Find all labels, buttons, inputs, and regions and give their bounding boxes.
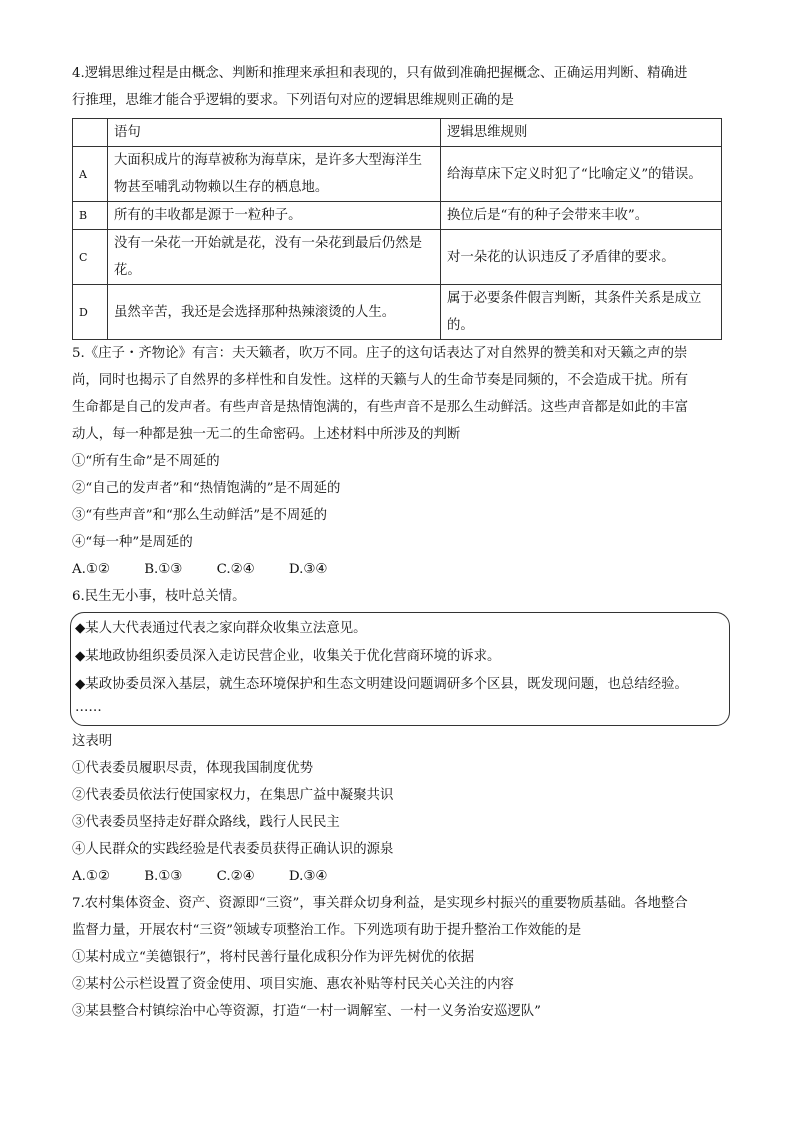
- q4-row-rule: 对一朵花的认识违反了矛盾律的要求。: [441, 230, 722, 285]
- question-7: [72, 890, 722, 1025]
- q4-header-statement: 语句: [108, 119, 441, 147]
- exam-page: [72, 60, 722, 1025]
- q5-choice-a: A.①②: [72, 562, 110, 577]
- q4-row-letter: D: [73, 285, 108, 340]
- q5-stem-line: 尚，同时也揭示了自然界的多样性和自发性。这样的天籁与人的生命节奏是同频的，不会造成干扰。所有: [72, 373, 688, 388]
- q6-box-item: ◆某地政协组织委员深入走访民营企业，收集关于优化营商环境的诉求。: [75, 649, 501, 664]
- q6-choice-a: A.①②: [72, 869, 110, 884]
- q6-material-box: [70, 612, 730, 726]
- q4-row-statement: 大面积成片的海草被称为海草床，是许多大型海洋生物甚至哺乳动物赖以生存的栖息地。: [108, 147, 441, 202]
- q4-stem-line: 4.逻辑思维过程是由概念、判断和推理来承担和表现的，只有做到准确把握概念、正确运用判断、精确进: [72, 66, 688, 81]
- q4-row-statement: 所有的丰收都是源于一粒种子。: [108, 202, 441, 230]
- question-5: [72, 340, 722, 583]
- table-row: [73, 147, 722, 202]
- q4-stem-line: 行推理，思维才能合乎逻辑的要求。下列语句对应的逻辑思维规则正确的是: [72, 93, 514, 108]
- q6-choice-d: D.③④: [288, 869, 328, 884]
- q6-box-ellipsis: ……: [75, 700, 102, 715]
- q5-stem-line: 生命都是自己的发声者。有些声音是热情饱满的，有些声音不是那么生动鲜活。这些声音都是如此的丰富: [72, 400, 688, 415]
- q7-stem-line: 监督力量，开展农村“三资”领域专项整治工作。下列选项有助于提升整治工作效能的是: [72, 923, 582, 938]
- q5-option: ④“每一种”是周延的: [72, 535, 193, 550]
- q6-option: ③代表委员坚持走好群众路线，践行人民民主: [72, 815, 340, 830]
- q6-choice-c: C.②④: [216, 869, 255, 884]
- table-row: [73, 202, 722, 230]
- question-6: [72, 583, 722, 890]
- question-4: [72, 60, 722, 340]
- q5-choice-b: B.①③: [144, 562, 183, 577]
- q4-row-letter: A: [73, 147, 108, 202]
- q4-row-rule: 给海草床下定义时犯了“比喻定义”的错误。: [441, 147, 722, 202]
- table-row: [73, 285, 722, 340]
- q7-stem-line: 7.农村集体资金、资产、资源即“三资”，事关群众切身利益，是实现乡村振兴的重要物质基础。各地整合: [72, 896, 688, 911]
- q5-option: ②“自己的发声者”和“热情饱满的”是不周延的: [72, 481, 341, 496]
- q6-lead: 这表明: [72, 734, 113, 749]
- q4-table-header-row: [73, 119, 722, 147]
- q7-option: ②某村公示栏设置了资金使用、项目实施、惠农补贴等村民关心关注的内容: [72, 977, 514, 992]
- q4-row-letter: C: [73, 230, 108, 285]
- q5-choice-d: D.③④: [288, 562, 328, 577]
- q6-choices: [72, 863, 722, 890]
- q6-stem: 6.民生无小事，枝叶总关情。: [72, 589, 246, 604]
- q4-table: [72, 118, 722, 340]
- q5-option: ③“有些声音”和“那么生动鲜活”是不周延的: [72, 508, 328, 523]
- q4-row-rule: 属于必要条件假言判断，其条件关系是成立的。: [441, 285, 722, 340]
- table-row: [73, 230, 722, 285]
- q4-row-statement: 没有一朵花一开始就是花，没有一朵花到最后仍然是花。: [108, 230, 441, 285]
- q5-stem-line: 动人，每一种都是独一无二的生命密码。上述材料中所涉及的判断: [72, 427, 461, 442]
- q4-row-rule: 换位后是“有的种子会带来丰收”。: [441, 202, 722, 230]
- q6-box-item: ◆某人大代表通过代表之家向群众收集立法意见。: [75, 621, 367, 636]
- q6-option: ④人民群众的实践经验是代表委员获得正确认识的源泉: [72, 842, 394, 857]
- q5-option: ①“所有生命”是不周延的: [72, 454, 220, 469]
- q5-choice-c: C.②④: [216, 562, 255, 577]
- q5-stem-line: 5.《庄子・齐物论》有言：夫天籁者，吹万不同。庄子的这句话表达了对自然界的赞美和对天籁之声的崇: [72, 346, 688, 361]
- q6-box-item: ◆某政协委员深入基层，就生态环境保护和生态文明建设问题调研多个区县，既发现问题，也总结经验。: [75, 677, 688, 692]
- q5-choices: [72, 556, 722, 583]
- q7-option: ①某村成立“美德银行”，将村民善行量化成积分作为评先树优的依据: [72, 950, 475, 965]
- q7-option: ③某县整合村镇综治中心等资源，打造“一村一调解室、一村一义务治安巡逻队”: [72, 1004, 541, 1019]
- q6-option: ②代表委员依法行使国家权力，在集思广益中凝聚共识: [72, 788, 394, 803]
- q4-header-rule: 逻辑思维规则: [441, 119, 722, 147]
- q4-row-letter: B: [73, 202, 108, 230]
- q6-choice-b: B.①③: [144, 869, 183, 884]
- q6-option: ①代表委员履职尽责，体现我国制度优势: [72, 761, 314, 776]
- q4-row-statement: 虽然辛苦，我还是会选择那种热辣滚烫的人生。: [108, 285, 441, 340]
- q4-header-blank: [73, 119, 108, 147]
